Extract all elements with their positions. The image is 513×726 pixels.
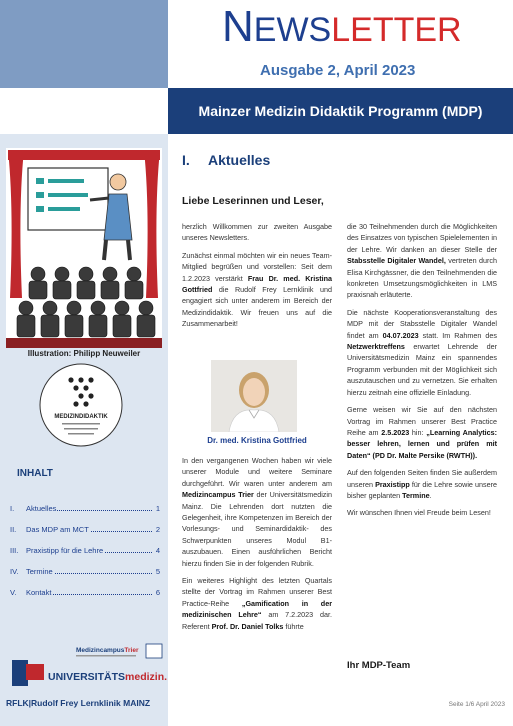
toc-num: IV. [10,567,19,576]
toc-num: II. [10,525,17,534]
column-1-bottom [182,455,332,632]
title-part-ews: EWS [253,11,332,49]
toc-page: 6 [152,587,160,599]
toc-num: I. [10,504,15,513]
toc-page: 2 [152,524,160,536]
campus-emblem [146,644,162,658]
illustration-credit: Illustration: Philipp Neuweiler [27,349,141,358]
section-number: I. [182,152,190,168]
signoff: Ihr MDP-Team [347,660,411,671]
logo-text: MEDIZINDIDAKTIK [54,414,108,420]
column-2 [347,221,497,519]
newsletter-title [222,2,513,52]
partner-logos [0,640,168,726]
toc-item-termine[interactable] [10,566,160,578]
paragraph-next-event: Die nächste Kooperationsveranstaltung des MDP mit der Stabsstelle Digitaler Wandel findet am 04.07.2023 statt. Im Rahmen des Netzwerktreffens erwartet Lehrende der Universitätsmedizin Mainz ein spannendes Programm verbunden mit der Möglichkeit sich auszutauschen und zu vernetzen. Sie erhalten hierzu zeitnah eine offizielle Einladung. [347,307,497,397]
rflk-logo-text: RFLK|Rudolf Frey Lernklinik MAINZ [6,698,151,708]
issue-label: Ausgabe 2, April 2023 [260,62,416,79]
toc-item-kontakt[interactable] [10,587,160,599]
column-1-top [182,221,332,330]
paragraph-closing: Wir wünschen Ihnen viel Freude beim Lesen! [347,508,491,518]
title-part-letter: LETTER [331,11,462,49]
toc-page: 5 [152,566,160,578]
paragraph-new-member: Zunächst einmal möchten wir ein neues Team-Mitglied begrüßen und vorstellen: Seit dem 1.2.2023 verstärkt Frau Dr. med. Kristina Gottfried die Rudolf Frey Lernklinik und engagiert sich unter anderem im Bereich der Medizindidaktik. Wir freuen uns auf die Zusammenarbeit! [182,250,332,329]
program-title: Mainzer Medizin Didaktik Programm (MDP) [198,103,483,119]
university-logo-text: UNIVERSITÄTSmedizin. [48,671,168,683]
paragraph-welcome: herzlich Willkommen zur zweiten Ausgabe unseres Newsletters. [182,222,332,243]
section-heading: Aktuelles [208,152,271,168]
section-title [182,152,270,168]
toc-label: Praxistipp für die Lehre [26,546,104,555]
header-color-block [0,0,168,88]
toc-num: V. [10,588,17,597]
paragraph-modules: In den vergangenen Wochen haben wir viele unserer Module und weitere Seminare durchgeführt. Wir waren unter anderem am Medizincampus Trier der Universitätsmedizin Mainz. Die Lehrenden dort nutzten die Gelegenheit, ihre Kompetenzen im Bereich der Vorlesungs- und Seminardidaktik- des Schwerpunkten unseres Modul B1- auszubauen. Einen ausführlichen Bericht hierzu finden Sie in der folgenden Rubrik. [182,456,332,568]
toc-label: Aktuelles [26,504,57,513]
photo-caption: Dr. med. Kristina Gottfried [207,436,307,445]
university-emblem [12,660,28,686]
medizindidaktik-logo [38,362,124,448]
page-footer: Seite 1/6 April 2023 [448,701,505,708]
toc-item-aktuelles[interactable] [10,503,160,515]
toc-num: III. [10,546,19,555]
greeting: Liebe Leserinnen und Leser, [182,195,324,207]
campus-logo-text: MedizincampusTrier [76,647,139,654]
paragraph-thanks: die 30 Teilnehmenden durch die Möglichkeiten des Einsatzes von typischen Spielelementen in der Lehre. Wir danken an dieser Stelle der Stabsstelle Digitaler Wandel, vertreten durch Elisa Kirchgässner, die den Teilnehmenden die konkreten Umsetzungsmöglichkeiten in LMS praxisnah erläuterte. [347,222,497,300]
toc-title: INHALT [17,468,53,479]
toc-item-mdp-mct[interactable] [10,524,160,536]
toc-item-praxistipp[interactable] [10,545,160,557]
paragraph-next-talk: Gerne weisen wir Sie auf den nächsten Vortrag im Rahmen unserer Best Practice Reihe am 2.5.2023 hin: „Learning Analytics: besser lehren, lernen und prüfen mit Daten“ (PD Dr. Malte Persike (RWTH)). [347,405,498,460]
toc-label: Termine [26,567,53,576]
lecture-illustration [6,148,162,348]
toc-page: 1 [152,503,160,515]
title-first-letter: N [222,2,254,51]
paragraph-outlook: Auf den folgenden Seiten finden Sie außerdem unseren Praxistipp für die Lehre sowie unsere bisher geplanten Termine. [347,468,497,500]
portrait-photo [211,360,297,432]
toc-label: Kontakt [26,588,52,597]
toc-label: Das MDP am MCT [26,525,89,534]
paragraph-highlight: Ein weiteres Highlight des letzten Quartals stellte der Vortrag im Rahmen unserer Best Practice-Reihe „Gamification in der medizinischen Lehre“ am 7.2.2023 dar. Referent Prof. Dr. Daniel Tolks führte [182,576,332,631]
toc-page: 4 [152,545,160,557]
